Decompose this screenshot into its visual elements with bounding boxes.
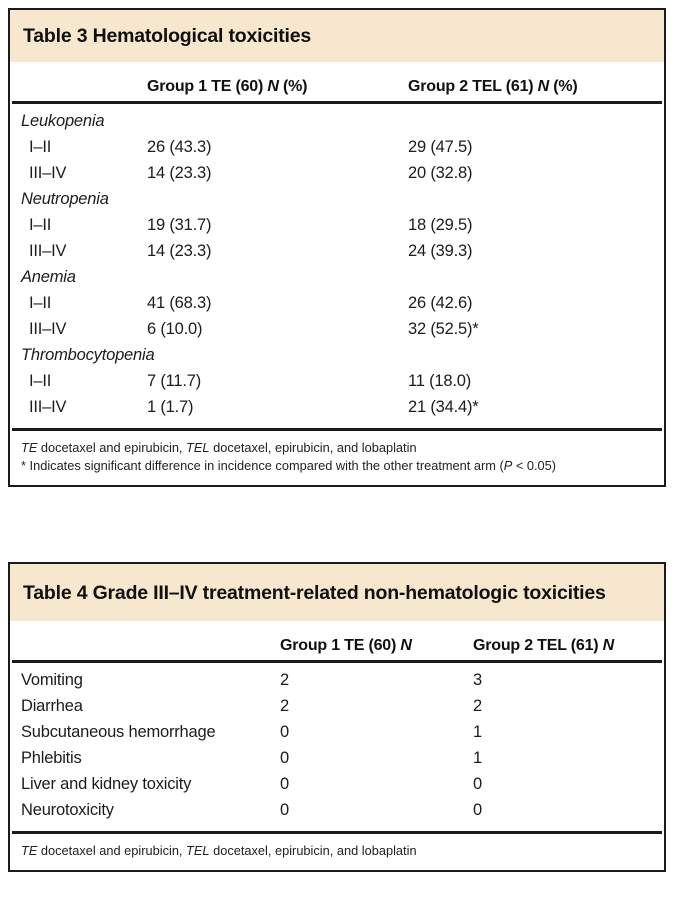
table4-colheader-group1: [280, 637, 473, 655]
cell-value: 7 (11.7): [147, 372, 202, 390]
cell-value: 3: [473, 671, 482, 689]
colheader-n-italic: N: [537, 78, 550, 95]
table3-body: [10, 104, 664, 420]
cell-value: [147, 186, 408, 212]
table-row: [12, 394, 662, 420]
colheader-n-italic: N: [602, 637, 615, 654]
table-row: [12, 264, 662, 290]
cell-value: 2: [473, 697, 482, 715]
table4-colheader-group2: [473, 637, 662, 655]
footnote-text: * Indicates significant difference in incidence compared with the other treatment arm (: [21, 458, 504, 473]
table-row: [12, 368, 662, 394]
row-label: Subcutaneous hemorrhage: [21, 723, 216, 741]
table-row: [12, 134, 662, 160]
cell-value: [408, 186, 662, 212]
cell-value: [147, 108, 408, 134]
cell-value: 26 (43.3): [147, 138, 212, 156]
cell-value: [408, 264, 662, 290]
row-label: I–II: [29, 216, 52, 234]
cell-value: 2: [280, 671, 289, 689]
footnote-text: docetaxel, epirubicin, and lobaplatin: [209, 440, 417, 455]
row-label: I–II: [29, 372, 52, 390]
colheader-text: (%): [549, 78, 578, 95]
colheader-text: (%): [278, 78, 308, 95]
cell-value: [408, 108, 662, 134]
footnote-text: TE: [21, 843, 38, 858]
row-label: Thrombocytopenia: [21, 346, 155, 364]
cell-value: 29 (47.5): [408, 138, 473, 156]
cell-value: [147, 264, 408, 290]
footnote-abbreviations: [21, 439, 654, 457]
colheader-text: Group 2 TEL (61): [473, 637, 603, 654]
footnote-text: TEL: [186, 843, 210, 858]
cell-value: 1: [473, 749, 482, 767]
table4-nonhematologic-toxicities: [8, 562, 666, 872]
table4-title: Table 4 Grade III–IV treatment-related non-hematologic toxicities: [23, 582, 606, 604]
row-label: III–IV: [29, 164, 67, 182]
footnote-text: TEL: [186, 440, 210, 455]
footnote-text: docetaxel, epirubicin, and lobaplatin: [209, 843, 417, 858]
table-row: [12, 238, 662, 264]
table4-colheader-spacer: [12, 637, 280, 655]
table-row: [12, 667, 662, 693]
cell-value: 1 (1.7): [147, 398, 194, 416]
row-label: Anemia: [21, 268, 76, 286]
row-label: I–II: [29, 294, 52, 312]
table3-column-header-row: [12, 62, 662, 104]
cell-value: 0: [280, 749, 289, 767]
table4-header-band: [10, 564, 664, 621]
cell-value: 0: [280, 801, 289, 819]
cell-value: 20 (32.8): [408, 164, 473, 182]
cell-value: 0: [473, 801, 482, 819]
cell-value: [408, 342, 662, 368]
footnote-text: docetaxel and epirubicin,: [37, 440, 187, 455]
footnote-text: TE: [21, 440, 38, 455]
table3-footnotes: [12, 428, 662, 485]
table3-colheader-group2: [408, 78, 662, 96]
table-row: [12, 212, 662, 238]
row-label: Leukopenia: [21, 112, 105, 130]
cell-value: 32 (52.5)*: [408, 320, 479, 338]
footnote-abbreviations: [21, 842, 654, 860]
table4-column-header-row: [12, 621, 662, 663]
table-row: [12, 771, 662, 797]
cell-value: 21 (34.4)*: [408, 398, 479, 416]
footnote-p-italic: P: [503, 458, 513, 473]
row-label: Diarrhea: [21, 697, 83, 715]
table-row: [12, 797, 662, 823]
row-label: III–IV: [29, 398, 67, 416]
row-label: Neurotoxicity: [21, 801, 114, 819]
table-row: [12, 693, 662, 719]
cell-value: 0: [280, 775, 289, 793]
cell-value: 18 (29.5): [408, 216, 473, 234]
table-row: [12, 316, 662, 342]
cell-value: 14 (23.3): [147, 242, 212, 260]
row-label: Vomiting: [21, 671, 83, 689]
cell-value: 0: [473, 775, 482, 793]
table-row: [12, 108, 662, 134]
colheader-n-italic: N: [400, 637, 412, 654]
table3-colheader-spacer: [12, 78, 147, 96]
cell-value: 6 (10.0): [147, 320, 203, 338]
row-label: I–II: [29, 138, 52, 156]
table4-body: [10, 663, 664, 823]
row-label: Neutropenia: [21, 190, 109, 208]
row-label: Liver and kidney toxicity: [21, 775, 192, 793]
table4-footnotes: [12, 831, 662, 870]
table-row: [12, 186, 662, 212]
table3-colheader-group1: [147, 78, 408, 96]
table-row: [12, 745, 662, 771]
table3-hematological-toxicities: [8, 8, 666, 487]
cell-value: 24 (39.3): [408, 242, 473, 260]
cell-value: 2: [280, 697, 289, 715]
cell-value: 14 (23.3): [147, 164, 212, 182]
colheader-text: Group 1 TE (60): [280, 637, 401, 654]
row-label: III–IV: [29, 242, 67, 260]
cell-value: 26 (42.6): [408, 294, 473, 312]
footnote-significance: [21, 457, 654, 475]
footnote-text: docetaxel and epirubicin,: [37, 843, 187, 858]
cell-value: [147, 342, 408, 368]
table-row: [12, 342, 662, 368]
table-row: [12, 719, 662, 745]
table-row: [12, 290, 662, 316]
cell-value: 41 (68.3): [147, 294, 212, 312]
colheader-text: Group 1 TE (60): [147, 78, 268, 95]
cell-value: 11 (18.0): [408, 372, 472, 390]
colheader-text: Group 2 TEL (61): [408, 78, 538, 95]
row-label: Phlebitis: [21, 749, 82, 767]
table-row: [12, 160, 662, 186]
footnote-text: < 0.05): [512, 458, 557, 473]
table3-header-band: [10, 10, 664, 62]
cell-value: 0: [280, 723, 289, 741]
cell-value: 1: [473, 723, 482, 741]
cell-value: 19 (31.7): [147, 216, 212, 234]
colheader-n-italic: N: [267, 78, 279, 95]
table3-title: Table 3 Hematological toxicities: [23, 25, 311, 47]
row-label: III–IV: [29, 320, 67, 338]
